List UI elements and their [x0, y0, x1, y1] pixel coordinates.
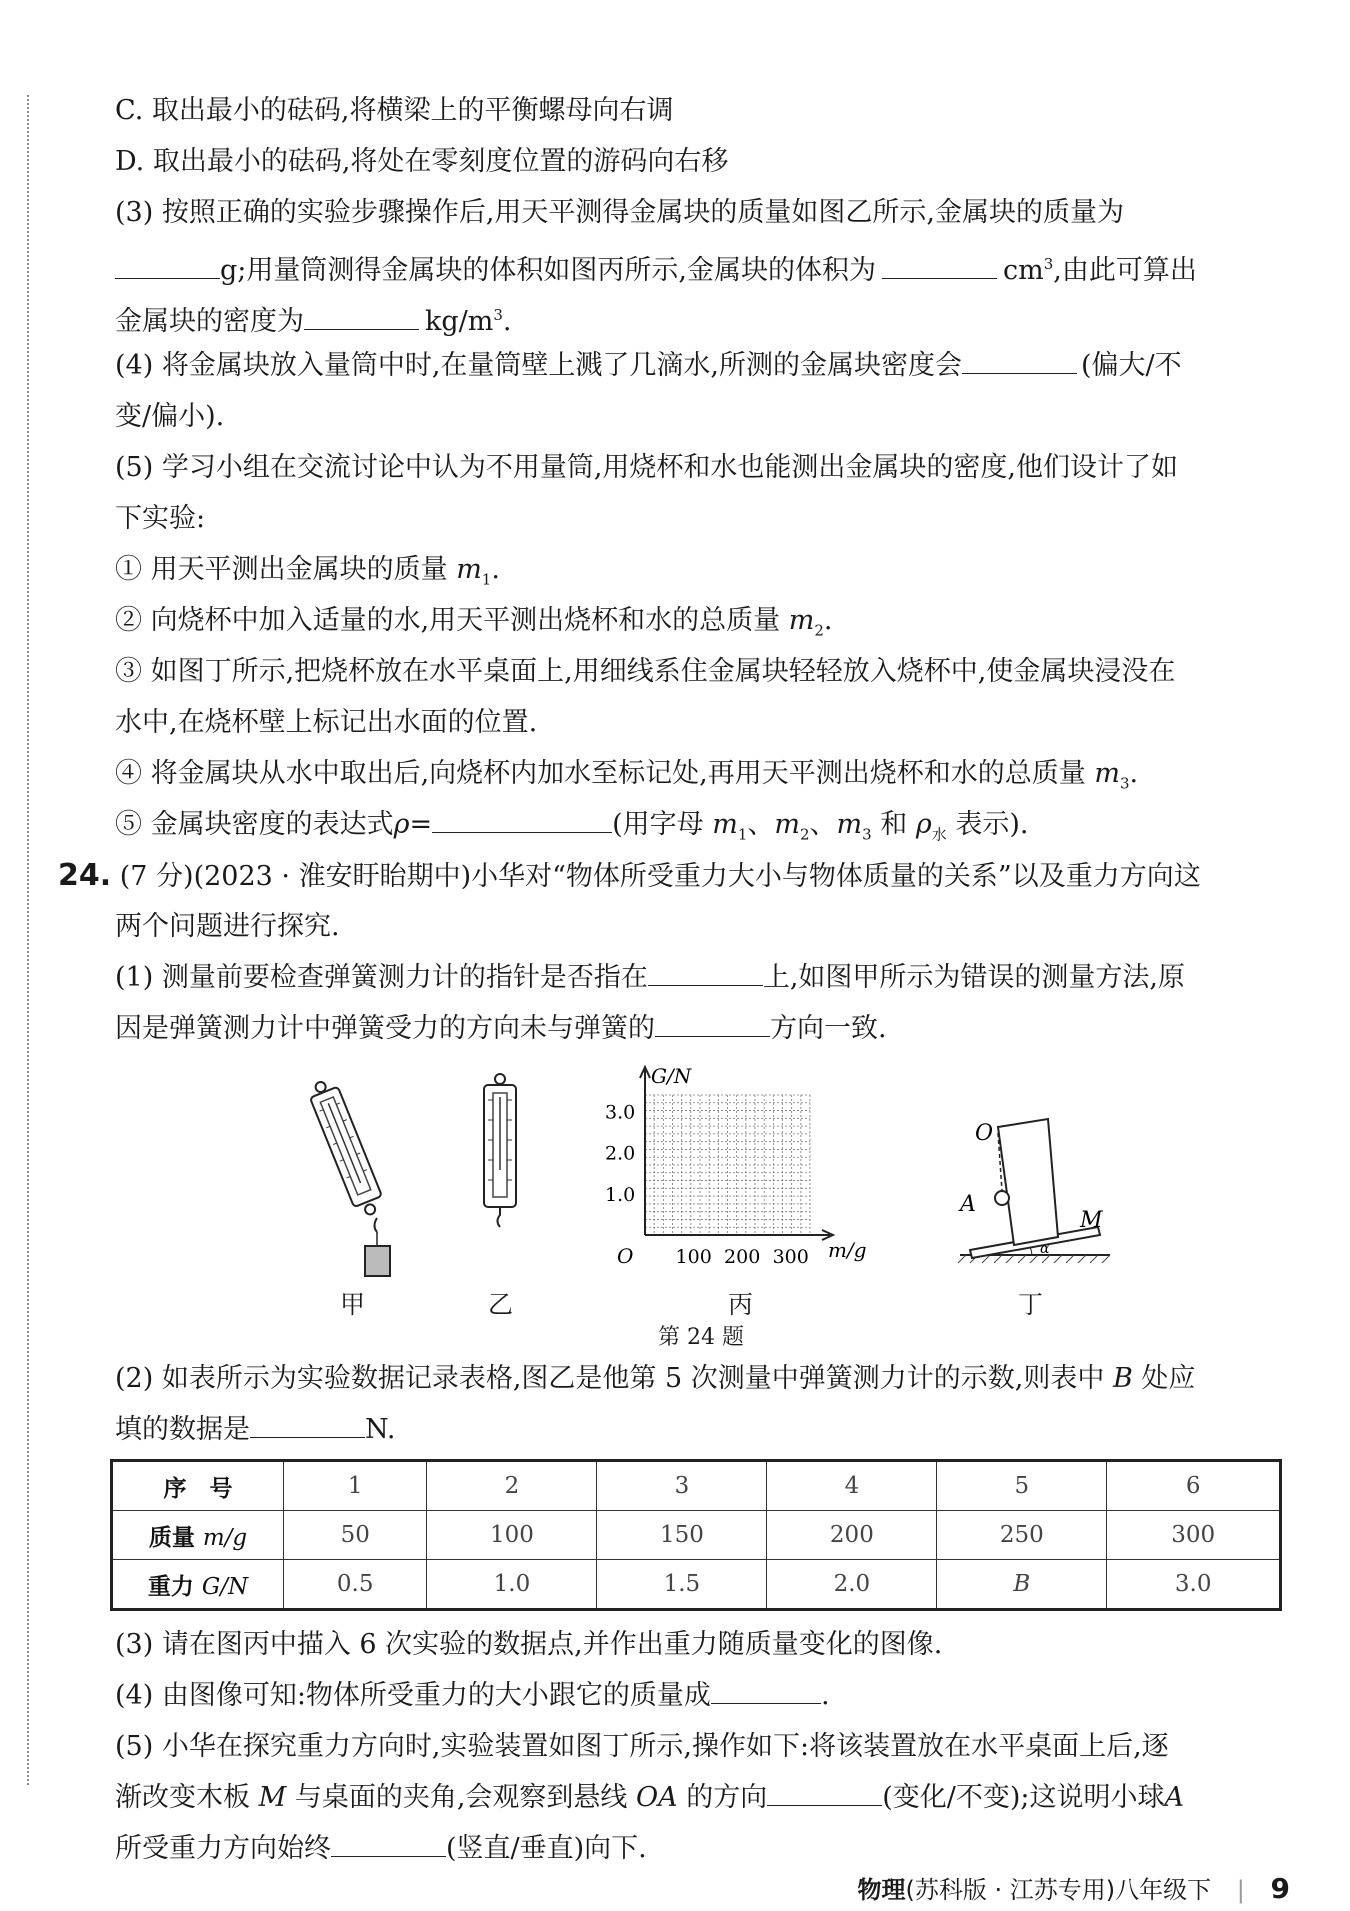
y-axis-label: G/N — [651, 1064, 692, 1088]
q24-intro-line2: 两个问题进行探究. — [115, 911, 340, 942]
footer-separator: | — [1236, 1876, 1245, 1904]
answer-blank-density-error[interactable] — [962, 347, 1077, 374]
question-number: 24. — [58, 858, 112, 893]
q23-part3-line3: 金属块的密度为 $kg/m^3$. — [115, 296, 511, 341]
q23-part5-line1: (5) 学习小组在交流讨论中认为不用量筒,用烧杯和水也能测出金属块的密度,他们设计了如 — [115, 452, 1178, 483]
q23-part3-line1: (3) 按照正确的实验步骤操作后,用天平测得金属块的质量如图乙所示,金属块的质量为 — [115, 197, 1124, 228]
option-d: D. 取出最小的砝码,将处在零刻度位置的游码向右移 — [115, 146, 729, 177]
step-5: ⑤ 金属块密度的表达式ρ= (用字母 $m_1$、$m_2$、$m_3$ 和 $\rho_水$ 表示). — [115, 806, 1029, 853]
table-cell: 50 — [284, 1511, 427, 1560]
answer-blank-b-value[interactable] — [250, 1411, 365, 1438]
answer-blank-zero-mark[interactable] — [648, 959, 763, 986]
q24-part3: (3) 请在图丙中描入 6 次实验的数据点,并作出重力随质量变化的图像. — [115, 1629, 943, 1660]
figure-caption: 第 24 题 — [658, 1325, 744, 1350]
q24-part2-line2: 填的数据是 N. — [115, 1411, 395, 1449]
figure-label-ding: 丁 — [1018, 1290, 1044, 1319]
table-row — [112, 1461, 1281, 1511]
x-tick-label: 100 — [675, 1246, 712, 1268]
step-4: ④ 将金属块从水中取出后,向烧杯内加水至标记处,再用天平测出烧杯和水的总质量 $m_3$. — [115, 758, 1139, 793]
q24-part1-line1: (1) 测量前要检查弹簧测力计的指针是否指在 上,如图甲所示为错误的测量方法,原 — [115, 959, 1185, 997]
q24-part1-line2: 因是弹簧测力计中弹簧受力的方向未与弹簧的 方向一致. — [115, 1010, 887, 1048]
answer-blank-direction-change[interactable] — [767, 1779, 882, 1806]
table-cell: 4 — [767, 1461, 937, 1511]
row-header: 重力 G/N — [112, 1560, 284, 1610]
x-tick-label: 200 — [724, 1246, 761, 1268]
answer-blank-volume[interactable] — [882, 252, 997, 279]
table-cell: 5 — [937, 1461, 1107, 1511]
answer-blank-gravity-direction[interactable] — [331, 1830, 446, 1857]
step-2: ② 向烧杯中加入适量的水,用天平测出烧杯和水的总质量 $m_2$. — [115, 605, 833, 640]
table-cell: 2.0 — [767, 1560, 937, 1610]
table-cell: 6 — [1107, 1461, 1281, 1511]
q24-part5-line2: 渐改变木板 M 与桌面的夹角,会观察到悬线 OA 的方向 (变化/不变);这说明小球A — [115, 1779, 1184, 1817]
table-cell: 3.0 — [1107, 1560, 1281, 1610]
x-axis-label: m/g — [828, 1238, 867, 1262]
table-row — [112, 1511, 1281, 1560]
figure-bing-graph — [600, 1040, 900, 1280]
footer-subject: 物理 — [857, 1876, 906, 1904]
answer-blank-density-expression[interactable] — [432, 806, 612, 833]
label-o: O — [975, 1121, 994, 1146]
label-a: A — [960, 1192, 976, 1217]
table-cell: 2 — [427, 1461, 597, 1511]
table-cell: 0.5 — [284, 1560, 427, 1610]
answer-blank-proportion[interactable] — [711, 1677, 821, 1704]
figure-label-jia: 甲 — [340, 1290, 366, 1319]
figure-label-bing: 丙 — [728, 1290, 754, 1319]
label-m: M — [1080, 1208, 1103, 1233]
row-header: 序 号 — [112, 1461, 284, 1511]
step-3-line2: 水中,在烧杯壁上标记出水面的位置. — [115, 707, 538, 738]
q23-part4-line2: 变/偏小). — [115, 401, 225, 432]
page-number: 9 — [1270, 1872, 1290, 1905]
table-cell: 150 — [597, 1511, 767, 1560]
q24-part5-line3: 所受重力方向始终 (竖直/垂直)向下. — [115, 1830, 647, 1868]
y-tick-label: 3.0 — [605, 1101, 636, 1124]
step-3-line1: ③ 如图丁所示,把烧杯放在水平桌面上,用细线系住金属块轻轻放入烧杯中,使金属块浸没在 — [115, 656, 1176, 687]
answer-blank-density[interactable] — [304, 303, 419, 330]
page-footer — [858, 1870, 1290, 1905]
binding-margin-line — [27, 95, 29, 1785]
table-row — [112, 1560, 1281, 1610]
table-cell: 3 — [597, 1461, 767, 1511]
figure-jia-spring-scale — [295, 1070, 415, 1280]
q24-intro-line1: 24. (7 分)(2023 · 淮安盱眙期中)小华对“物体所受重力大小与物体质量的关系”以及重力方向这 — [58, 858, 1201, 893]
table-cell: 1 — [284, 1461, 427, 1511]
table-cell: 100 — [427, 1511, 597, 1560]
figure-ding-apparatus — [950, 1115, 1120, 1280]
data-table — [110, 1459, 1282, 1611]
table-cell: 1.0 — [427, 1560, 597, 1610]
q23-part5-line2: 下实验: — [115, 503, 206, 534]
x-tick-label: 300 — [772, 1246, 809, 1268]
footer-edition: (苏科版 · 江苏专用)八年级下 — [905, 1876, 1212, 1904]
option-c: C. 取出最小的砝码,将横梁上的平衡螺母向右调 — [115, 95, 674, 126]
y-tick-label: 2.0 — [605, 1142, 636, 1165]
q24-part4: (4) 由图像可知:物体所受重力的大小跟它的质量成 . — [115, 1677, 830, 1715]
figure-yi-spring-scale — [470, 1070, 530, 1230]
step-1: ① 用天平测出金属块的质量 $m_1$. — [115, 554, 500, 589]
table-cell: 300 — [1107, 1511, 1281, 1560]
answer-blank-mass[interactable] — [115, 252, 220, 279]
table-cell: 250 — [937, 1511, 1107, 1560]
origin-label: O — [617, 1244, 634, 1268]
table-cell: B — [937, 1560, 1107, 1610]
table-cell: 1.5 — [597, 1560, 767, 1610]
q23-part3-line2: g;用量筒测得金属块的体积如图丙所示,金属块的体积为 $cm^3$,由此可算出 — [115, 245, 1197, 290]
label-alpha: α — [1040, 1241, 1050, 1257]
y-tick-label: 1.0 — [605, 1183, 636, 1206]
figure-label-yi: 乙 — [488, 1290, 514, 1319]
q23-part4-line1: (4) 将金属块放入量筒中时,在量筒壁上溅了几滴水,所测的金属块密度会 (偏大/不 — [115, 347, 1182, 385]
row-header: 质量 m/g — [112, 1511, 284, 1560]
q24-part5-line1: (5) 小华在探究重力方向时,实验装置如图丁所示,操作如下:将该装置放在水平桌面上后,逐 — [115, 1731, 1169, 1762]
q24-part2-line1: (2) 如表所示为实验数据记录表格,图乙是他第 5 次测量中弹簧测力计的示数,则表中 B 处应 — [115, 1363, 1196, 1394]
answer-blank-axis-direction[interactable] — [655, 1010, 770, 1037]
table-cell: 200 — [767, 1511, 937, 1560]
